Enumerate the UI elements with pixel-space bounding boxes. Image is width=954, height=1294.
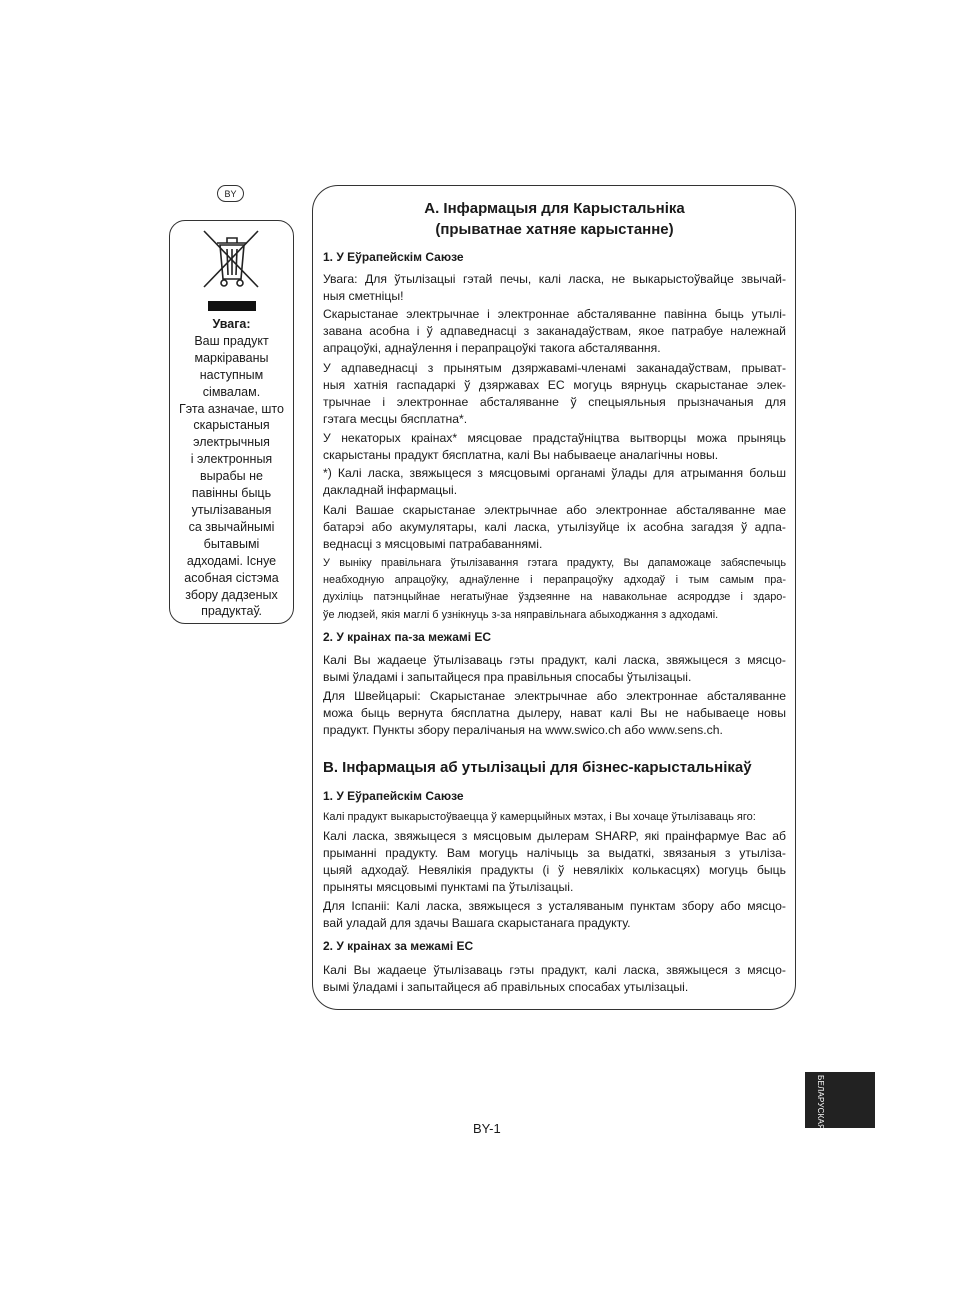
text-line: неабходную апрацоўку, аднаўленне і перапрацоўку адходаў і тым самым пра-: [323, 574, 786, 587]
side-tab-label: БЕЛАРУСКАЯ: [815, 1074, 825, 1130]
notice-line: сімвалам.: [202, 384, 261, 399]
section-a-subheading: 2. У краінах па-за межамі ЕС: [323, 630, 492, 644]
section-a-subheading: 1. У Еўрапейскім Саюзе: [323, 250, 464, 264]
text-line: Калі ласка, звяжыцеся з мясцовым дылерам SHARP, які праінфармуе Вас аб: [323, 829, 786, 843]
notice-line: прадуктаў.: [201, 604, 262, 619]
paragraph: [323, 962, 786, 996]
text-line: трычнае і электроннае абсталяванне ў спецыяльныя прызначаныя для: [323, 395, 786, 409]
text-line: гэтага месцы бясплатна*.: [323, 412, 468, 426]
text-line: прыняты мясцовымі пунктамі па ўтылізацыі.: [323, 880, 574, 894]
paragraph: [323, 809, 786, 826]
paragraph: [323, 652, 786, 686]
paragraph: [323, 688, 786, 739]
notice-line: скарыстаныя: [193, 418, 270, 433]
black-bar-marker: [208, 301, 256, 311]
text-line: Калі Вы жадаеце ўтылізаваць гэты прадукт, калі ласка, звяжыцеся з мясцо-: [323, 963, 786, 977]
text-line: ныя хатнія гаспадаркі ў дзяржавах ЕС могуць вярнуць скарыстанае элек-: [323, 378, 786, 392]
disposal-info-box: [312, 185, 796, 1010]
paragraph: [323, 360, 786, 428]
text-line: Увага: Для ўтылізацыі гэтай печы, калі ласка, не выкарыстоўвайце звычай-: [323, 272, 786, 286]
notice-line: бытавымі: [203, 536, 260, 551]
notice-line: збору дадзеных: [185, 587, 278, 602]
notice-line: асобная сістэма: [184, 570, 279, 585]
text-line: У некаторых краінах* мясцовае прадстаўніцтва вытворцы можа прыняць: [323, 431, 786, 445]
paragraph: [323, 430, 786, 464]
weee-notice-text: [176, 316, 287, 620]
language-side-tab: [805, 1072, 875, 1128]
text-line: веднасці з мясцовымі патрабаваннямі.: [323, 537, 543, 551]
language-badge: BY: [217, 185, 244, 202]
notice-line: наступным: [199, 367, 264, 382]
text-line: Для Іспаніі: Калі ласка, звяжыцеся з усталяваным пунктам збору або мясцо-: [323, 899, 786, 913]
text-line: вай уладай для здачы Вашага скарыстанага прадукту.: [323, 916, 631, 930]
section-b-title: B. Інфармацыя аб утылізацыі для бізнес-карыстальнікаў: [323, 759, 752, 776]
paragraph: [323, 271, 786, 305]
notice-line: Ваш прадукт: [194, 333, 269, 348]
notice-line: адходамі. Існуе: [186, 553, 277, 568]
notice-line: Гэта азначае, што: [179, 401, 284, 416]
page-number: BY-1: [473, 1121, 501, 1136]
paragraph: [323, 828, 786, 896]
paragraph: [323, 465, 786, 499]
notice-line: са звычайнымі: [188, 519, 275, 534]
section-a-title-line: A. Інфармацыя для Карыстальніка: [424, 200, 685, 217]
section-a-title: [323, 198, 786, 240]
notice-line: утылізаваныя: [191, 502, 272, 517]
text-line: духіліць патэнцыйнае негатыўнае ўздзеянне на навакольнае асяроддзе і здаро-: [323, 591, 786, 604]
text-line: Для Швейцарыі: Скарыстанае электрычнае або электроннае абсталяванне: [323, 689, 786, 703]
section-a-title-line: (прыватнае хатняе карыстанне): [435, 221, 674, 238]
crossed-out-wheelie-bin-icon: [200, 227, 264, 293]
text-line: Калі прадукт выкарыстоўваецца ў камерцыйных мэтах, і Вы хочаце ўтылізаваць яго:: [323, 811, 756, 823]
text-line: Калі Вы жадаеце ўтылізаваць гэты прадукт, калі ласка, звяжыцеся з мясцо-: [323, 653, 786, 667]
text-line: цыяй адходаў. Невялікія прадукты (і ў невялікіх колькасцях) могуць быць: [323, 863, 786, 877]
text-line: ныя сметніцы!: [323, 289, 404, 303]
text-line: Скарыстанае электрычнае і электроннае абсталяванне павінна быць утылі-: [323, 307, 786, 321]
text-line: вымі ўладамі і запытайцеся аб правільных спосабах утылізацыі.: [323, 980, 689, 994]
text-line: скарыстаны прадукт бясплатна, калі Вы набываеце аналагічны новы.: [323, 448, 719, 462]
text-line: ўе людзей, якія маглі б узнікнуць з-за няправільнага абыходжання з адходамі.: [323, 608, 719, 621]
text-line: апрацоўкі, аднаўлення і перапрацоўкі такога абсталявання.: [323, 341, 661, 355]
paragraph: [323, 898, 786, 932]
notice-line: павінны быць: [191, 486, 272, 501]
notice-heading: Увага:: [212, 317, 251, 331]
paragraph: [323, 502, 786, 553]
text-line: У выніку правільнага ўтылізавання гэтага прадукту, Вы дапаможаце забяспечыць: [323, 557, 786, 569]
text-line: прадукт. Пункты збору пералічаныя на www.swico.ch або www.sens.ch.: [323, 723, 723, 737]
notice-line: вырабы не: [199, 469, 263, 484]
text-line: можа быць вернута бясплатна дылеру, нават калі Вы не набываеце новы: [323, 706, 786, 720]
notice-line: электрычныя: [193, 435, 270, 450]
text-line: прыманні прадукту. Вам могуць налічыць за выдаткі, звязаныя з утылізa-: [323, 846, 786, 860]
text-line: вымі ўладамі і запытайцеся пра правільныя спосабы ўтылізацыі.: [323, 670, 692, 684]
text-line: Калі Вашае скарыстанае электрычнае або электроннае абсталяванне мае: [323, 503, 786, 517]
text-line: *) Калі ласка, звяжыцеся з мясцовымі органамі ўлады для атрымання больш: [323, 466, 786, 480]
paragraph: [323, 306, 786, 357]
text-line: батарэі або акумулятары, калі ласка, утылізуйце іх асобна загадзя ў адпа-: [323, 520, 786, 534]
section-b-subheading: 2. У краінах за межамі ЕС: [323, 939, 474, 953]
weee-notice-box: [169, 220, 294, 624]
section-b-subheading: 1. У Еўрапейскім Саюзе: [323, 789, 464, 803]
notice-line: маркіраваны: [194, 350, 269, 365]
paragraph: [323, 555, 786, 624]
text-line: завана асобна і ў адпаведнасці з заканадаўствам, якое патрабуе належнай: [323, 324, 786, 338]
side-tab-label-wrap: [805, 1074, 835, 1130]
text-line: У адпаведнасці з прынятым дзяржавамі-членамі заканадаўствам, прыват-: [323, 361, 786, 375]
notice-line: і электронныя: [190, 452, 273, 467]
text-line: дакладнай інфармацыі.: [323, 483, 458, 497]
